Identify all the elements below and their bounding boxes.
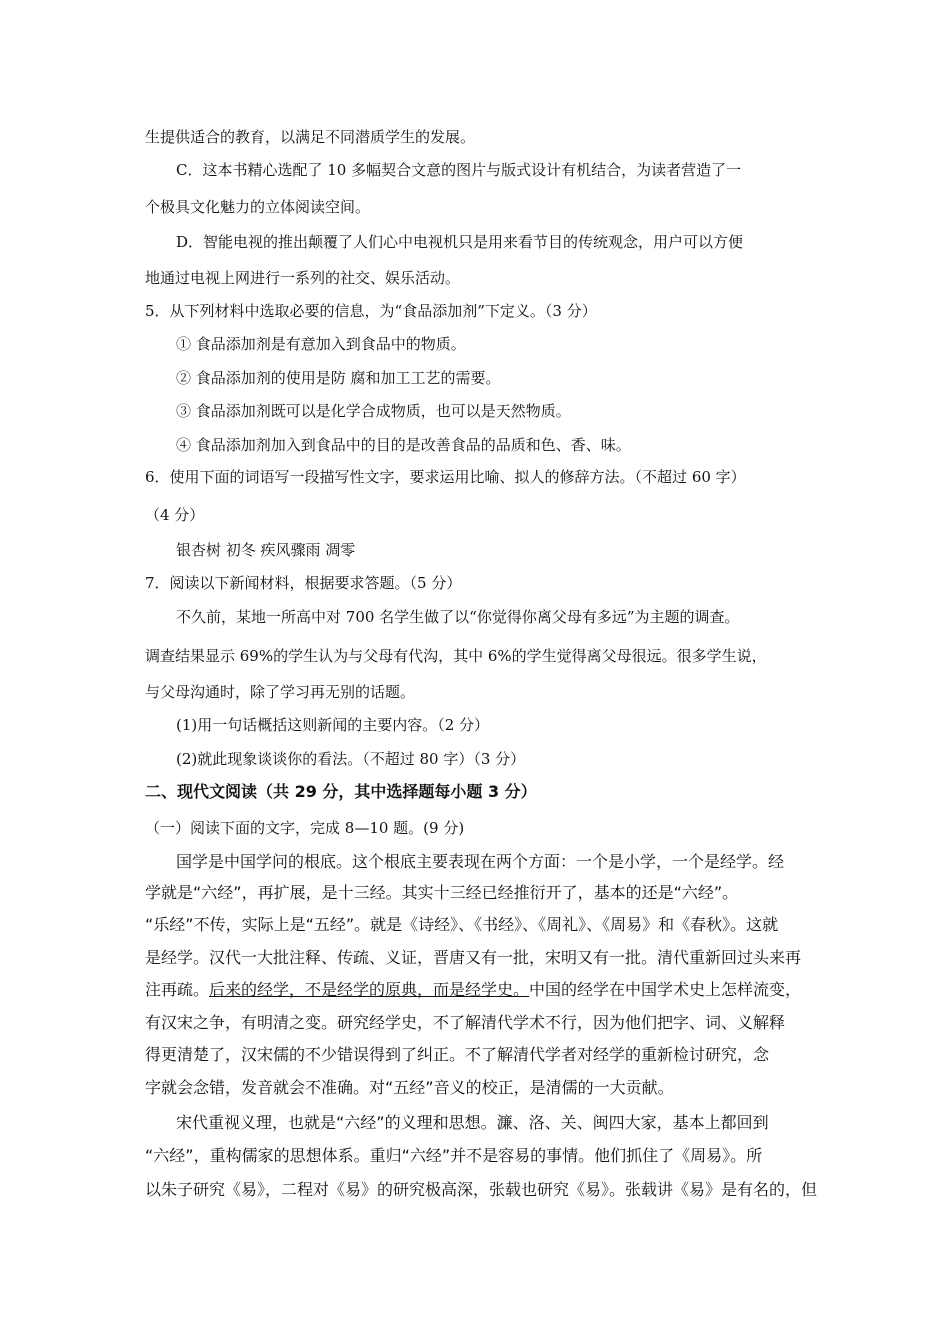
text-line: 生提供适合的教育，以满足不同潜质学生的发展。 [145, 128, 476, 146]
passage-line-2: 学就是“六经”，再扩展，是十三经。其实十三经已经推衍开了，基本的还是“六经”。 [145, 883, 739, 902]
option-c-line-1: C．这本书精心选配了 10 多幅契合文意的图片与版式设计有机结合，为读者营造了一 [176, 161, 742, 179]
passage-text: 注再疏。 [145, 980, 210, 999]
section-subheading: （一）阅读下面的文字，完成 8—10 题。(9 分) [145, 819, 465, 837]
question-6-words: 银杏树 初冬 疾风骤雨 凋零 [176, 541, 356, 559]
news-line-2: 调查结果显示 69%的学生认为与父母有代沟，其中 6%的学生觉得离父母很远。很多学生说， [145, 647, 767, 665]
option-c-line-2: 个极具文化魅力的立体阅读空间。 [145, 198, 371, 216]
passage-line-8: 字就会念错，发音就会不准确。对“五经”音义的校正，是清儒的一大贡献。 [145, 1078, 674, 1097]
material-2: ② 食品添加剂的使用是防 腐和加工工艺的需要。 [176, 369, 501, 387]
sub-question-1: (1)用一句话概括这则新闻的主要内容。（2 分） [176, 716, 490, 734]
news-line-1: 不久前，某地一所高中对 700 名学生做了以“你觉得你离父母有多远”为主题的调查。 [176, 608, 740, 626]
passage-line-3: “乐经”不传，实际上是“五经”。就是《诗经》、《书经》、《周礼》、《周易》和《春秋》。这就 [145, 915, 779, 934]
passage-line-1: 国学是中国学问的根底。这个根底主要表现在两个方面：一个是小学，一个是经学。经 [176, 852, 785, 871]
material-1: ① 食品添加剂是有意加入到食品中的物质。 [176, 335, 466, 353]
option-d-line-1: D．智能电视的推出颠覆了人们心中电视机只是用来看节目的传统观念，用户可以方便 [176, 233, 744, 251]
sub-question-2: (2)就此现象谈谈你的看法。（不超过 80 字）（3 分） [176, 750, 526, 768]
passage-line-7: 得更清楚了，汉宋儒的不少错误得到了纠正。不了解清代学者对经学的重新检讨研究，念 [145, 1045, 770, 1064]
passage-text: 中国的经学在中国学术史上怎样流变， [529, 980, 802, 999]
material-4: ④ 食品添加剂加入到食品中的目的是改善食品的品质和色、香、味。 [176, 436, 631, 454]
passage-line-10: “六经”，重构儒家的思想体系。重归“六经”并不是容易的事情。他们抓住了《周易》。所 [145, 1146, 763, 1165]
passage-line-11: 以朱子研究《易》，二程对《易》的研究极高深，张载也研究《易》。张载讲《易》是有名的，但 [145, 1180, 818, 1199]
question-5: 5．从下列材料中选取必要的信息，为“食品添加剂”下定义。（3 分） [145, 302, 597, 320]
passage-line-6: 有汉宋之争，有明清之变。研究经学史，不了解清代学术不行，因为他们把字、词、义解释 [145, 1013, 786, 1032]
question-7: 7．阅读以下新闻材料，根据要求答题。（5 分） [145, 574, 462, 592]
question-6-points: （4 分） [145, 506, 205, 524]
section-heading: 二、现代文阅读（共 29 分，其中选择题每小题 3 分） [145, 782, 537, 801]
option-d-line-2: 地通过电视上网进行一系列的社交、娱乐活动。 [145, 269, 461, 287]
underlined-sentence: 后来的经学，不是经学的原典，而是经学史。 [209, 980, 530, 999]
passage-line-9: 宋代重视义理，也就是“六经”的义理和思想。濂、洛、关、闽四大家，基本上都回到 [176, 1113, 769, 1132]
passage-line-5 [145, 980, 801, 1000]
question-6: 6．使用下面的词语写一段描写性文字，要求运用比喻、拟人的修辞方法。（不超过 60 字） [145, 468, 746, 486]
passage-line-4: 是经学。汉代一大批注释、传疏、义证，晋唐又有一批，宋明又有一批。清代重新回过头来再 [145, 948, 802, 967]
news-line-3: 与父母沟通时，除了学习再无别的话题。 [145, 683, 416, 701]
material-3: ③ 食品添加剂既可以是化学合成物质，也可以是天然物质。 [176, 402, 571, 420]
